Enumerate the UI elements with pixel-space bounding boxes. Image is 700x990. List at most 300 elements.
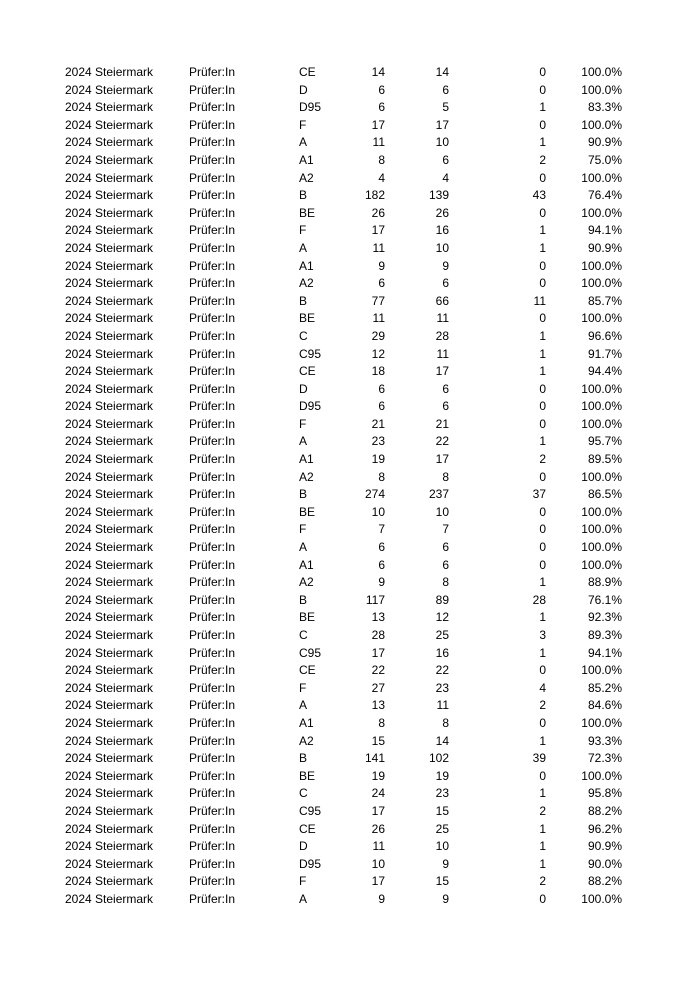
pass-rate-cell: 95.7%: [587, 434, 622, 449]
failed-count-cell: 1: [539, 733, 546, 748]
license-class-cell: A2: [299, 170, 314, 185]
passed-count-cell: 10: [435, 240, 449, 255]
pass-rate-cell: 90.9%: [587, 839, 622, 854]
total-count-cell: 4: [378, 170, 385, 185]
role-cell: Prüfer:In: [189, 522, 236, 537]
year-region-cell: 2024 Steiermark: [65, 768, 154, 783]
year-region-cell: 2024 Steiermark: [65, 188, 154, 203]
role-cell: Prüfer:In: [189, 258, 236, 273]
license-class-cell: A: [299, 540, 308, 555]
failed-count-cell: 1: [539, 240, 546, 255]
table-row: [64, 222, 624, 240]
role-cell: Prüfer:In: [189, 874, 236, 889]
failed-count-cell: 0: [539, 540, 546, 555]
passed-count-cell: 6: [442, 152, 449, 167]
license-class-cell: C: [299, 786, 308, 801]
total-count-cell: 77: [371, 293, 385, 308]
passed-count-cell: 9: [442, 856, 449, 871]
license-class-cell: A2: [299, 575, 314, 590]
failed-count-cell: 1: [539, 434, 546, 449]
table-row: [64, 346, 624, 364]
table-row: [64, 873, 624, 891]
failed-count-cell: 1: [539, 645, 546, 660]
role-cell: Prüfer:In: [189, 311, 236, 326]
pass-rate-cell: 100.0%: [581, 258, 622, 273]
license-class-cell: B: [299, 751, 308, 766]
license-class-cell: B: [299, 592, 308, 607]
pass-rate-cell: 100.0%: [581, 65, 622, 79]
year-region-cell: 2024 Steiermark: [65, 381, 154, 396]
pass-rate-cell: 94.4%: [587, 364, 622, 379]
pass-rate-cell: 89.3%: [587, 628, 622, 642]
passed-count-cell: 10: [435, 504, 449, 519]
pass-rate-cell: 85.2%: [587, 680, 622, 695]
license-class-cell: B: [299, 188, 308, 203]
role-cell: Prüfer:In: [189, 100, 236, 115]
passed-count-cell: 7: [442, 522, 449, 537]
role-cell: Prüfer:In: [189, 152, 236, 167]
pass-rate-cell: 90.9%: [587, 135, 622, 150]
year-region-cell: 2024 Steiermark: [65, 276, 154, 291]
total-count-cell: 9: [378, 575, 385, 590]
license-class-cell: A2: [299, 733, 314, 748]
table-row: [64, 82, 624, 100]
total-count-cell: 182: [364, 188, 385, 203]
role-cell: Prüfer:In: [189, 170, 236, 185]
pass-rate-cell: 100.0%: [581, 205, 622, 220]
passed-count-cell: 16: [435, 223, 449, 238]
license-class-cell: F: [299, 522, 307, 537]
passed-count-cell: 11: [436, 698, 449, 713]
table-row: [64, 469, 624, 487]
table-row: [64, 574, 624, 592]
total-count-cell: 9: [378, 891, 385, 906]
failed-count-cell: 0: [539, 117, 546, 132]
year-region-cell: 2024 Steiermark: [65, 698, 154, 713]
passed-count-cell: 12: [435, 610, 449, 625]
year-region-cell: 2024 Steiermark: [65, 715, 154, 730]
passed-count-cell: 14: [435, 733, 449, 748]
table-row: [64, 750, 624, 768]
table-row: [64, 328, 624, 346]
total-count-cell: 17: [371, 645, 385, 660]
year-region-cell: 2024 Steiermark: [65, 733, 154, 748]
total-count-cell: 274: [364, 487, 385, 502]
table-row: [64, 187, 624, 205]
license-class-cell: CE: [299, 663, 316, 678]
pass-rate-cell: 86.5%: [587, 487, 622, 502]
license-class-cell: D95: [299, 856, 322, 871]
role-cell: Prüfer:In: [189, 205, 236, 220]
failed-count-cell: 1: [539, 821, 546, 836]
license-class-cell: CE: [299, 65, 316, 79]
role-cell: Prüfer:In: [189, 592, 236, 607]
failed-count-cell: 0: [539, 891, 546, 906]
failed-count-cell: 28: [532, 592, 546, 607]
total-count-cell: 28: [371, 628, 385, 642]
role-cell: Prüfer:In: [189, 645, 236, 660]
table-row: [64, 891, 624, 909]
pass-rate-cell: 100.0%: [581, 170, 622, 185]
table-row: [64, 680, 624, 698]
year-region-cell: 2024 Steiermark: [65, 311, 154, 326]
passed-count-cell: 25: [435, 821, 449, 836]
passed-count-cell: 9: [442, 258, 449, 273]
license-class-cell: C: [299, 628, 308, 642]
total-count-cell: 23: [371, 434, 385, 449]
year-region-cell: 2024 Steiermark: [65, 751, 154, 766]
role-cell: Prüfer:In: [189, 328, 236, 343]
failed-count-cell: 0: [539, 768, 546, 783]
failed-count-cell: 0: [539, 381, 546, 396]
pass-rate-cell: 100.0%: [581, 891, 622, 906]
passed-count-cell: 6: [442, 557, 449, 572]
passed-count-cell: 22: [435, 663, 449, 678]
year-region-cell: 2024 Steiermark: [65, 205, 154, 220]
pass-rate-cell: 96.2%: [587, 821, 622, 836]
passed-count-cell: 9: [442, 891, 449, 906]
data-table: [64, 64, 624, 909]
license-class-cell: F: [299, 117, 307, 132]
table-row: [64, 557, 624, 575]
role-cell: Prüfer:In: [189, 803, 236, 818]
license-class-cell: F: [299, 223, 307, 238]
role-cell: Prüfer:In: [189, 434, 236, 449]
role-cell: Prüfer:In: [189, 768, 236, 783]
failed-count-cell: 0: [539, 82, 546, 97]
failed-count-cell: 0: [539, 557, 546, 572]
license-class-cell: BE: [299, 504, 316, 519]
license-class-cell: A: [299, 434, 308, 449]
role-cell: Prüfer:In: [189, 293, 236, 308]
role-cell: Prüfer:In: [189, 610, 236, 625]
passed-count-cell: 11: [436, 346, 449, 361]
year-region-cell: 2024 Steiermark: [65, 874, 154, 889]
year-region-cell: 2024 Steiermark: [65, 610, 154, 625]
passed-count-cell: 10: [435, 135, 449, 150]
passed-count-cell: 89: [435, 592, 449, 607]
passed-count-cell: 17: [435, 117, 449, 132]
role-cell: Prüfer:In: [189, 452, 236, 467]
license-class-cell: CE: [299, 364, 316, 379]
passed-count-cell: 10: [435, 839, 449, 854]
total-count-cell: 11: [372, 311, 385, 326]
total-count-cell: 19: [371, 768, 385, 783]
license-class-cell: CE: [299, 821, 316, 836]
pass-rate-cell: 100.0%: [581, 416, 622, 431]
license-class-cell: A2: [299, 276, 314, 291]
pass-rate-cell: 92.3%: [587, 610, 622, 625]
pass-rate-cell: 100.0%: [581, 399, 622, 414]
passed-count-cell: 25: [435, 628, 449, 642]
pass-rate-cell: 100.0%: [581, 117, 622, 132]
role-cell: Prüfer:In: [189, 346, 236, 361]
passed-count-cell: 17: [435, 364, 449, 379]
failed-count-cell: 37: [532, 487, 546, 502]
role-cell: Prüfer:In: [189, 698, 236, 713]
year-region-cell: 2024 Steiermark: [65, 592, 154, 607]
passed-count-cell: 4: [442, 170, 449, 185]
total-count-cell: 17: [371, 117, 385, 132]
year-region-cell: 2024 Steiermark: [65, 293, 154, 308]
year-region-cell: 2024 Steiermark: [65, 328, 154, 343]
table-row: [64, 152, 624, 170]
year-region-cell: 2024 Steiermark: [65, 452, 154, 467]
passed-count-cell: 237: [428, 487, 449, 502]
year-region-cell: 2024 Steiermark: [65, 469, 154, 484]
table-row: [64, 381, 624, 399]
failed-count-cell: 0: [539, 205, 546, 220]
license-class-cell: BE: [299, 610, 316, 625]
failed-count-cell: 0: [539, 416, 546, 431]
table-row: [64, 592, 624, 610]
failed-count-cell: 11: [533, 293, 546, 308]
failed-count-cell: 0: [539, 399, 546, 414]
year-region-cell: 2024 Steiermark: [65, 575, 154, 590]
table-row: [64, 451, 624, 469]
pass-rate-cell: 100.0%: [581, 504, 622, 519]
table-row: [64, 803, 624, 821]
passed-count-cell: 15: [435, 803, 449, 818]
pass-rate-cell: 88.2%: [587, 803, 622, 818]
table-row: [64, 539, 624, 557]
year-region-cell: 2024 Steiermark: [65, 258, 154, 273]
pass-rate-cell: 100.0%: [581, 540, 622, 555]
year-region-cell: 2024 Steiermark: [65, 663, 154, 678]
role-cell: Prüfer:In: [189, 786, 236, 801]
passed-count-cell: 23: [435, 786, 449, 801]
table-row: [64, 363, 624, 381]
pass-rate-cell: 94.1%: [587, 645, 622, 660]
license-class-cell: B: [299, 487, 308, 502]
failed-count-cell: 1: [539, 786, 546, 801]
role-cell: Prüfer:In: [189, 839, 236, 854]
table-row: [64, 240, 624, 258]
passed-count-cell: 15: [435, 874, 449, 889]
table-row: [64, 416, 624, 434]
total-count-cell: 8: [378, 715, 385, 730]
year-region-cell: 2024 Steiermark: [65, 645, 154, 660]
role-cell: Prüfer:In: [189, 557, 236, 572]
role-cell: Prüfer:In: [189, 416, 236, 431]
role-cell: Prüfer:In: [189, 117, 236, 132]
total-count-cell: 21: [371, 416, 385, 431]
role-cell: Prüfer:In: [189, 628, 236, 642]
year-region-cell: 2024 Steiermark: [65, 82, 154, 97]
role-cell: Prüfer:In: [189, 364, 236, 379]
total-count-cell: 12: [371, 346, 385, 361]
total-count-cell: 24: [371, 786, 385, 801]
total-count-cell: 10: [371, 856, 385, 871]
license-class-cell: D95: [299, 399, 322, 414]
pass-rate-cell: 88.9%: [587, 575, 622, 590]
total-count-cell: 7: [378, 522, 385, 537]
table-row: [64, 170, 624, 188]
failed-count-cell: 1: [539, 328, 546, 343]
total-count-cell: 14: [371, 65, 385, 79]
failed-count-cell: 0: [539, 504, 546, 519]
role-cell: Prüfer:In: [189, 399, 236, 414]
failed-count-cell: 1: [539, 223, 546, 238]
license-class-cell: C95: [299, 645, 322, 660]
pass-rate-cell: 90.0%: [587, 856, 622, 871]
total-count-cell: 6: [378, 540, 385, 555]
year-region-cell: 2024 Steiermark: [65, 152, 154, 167]
passed-count-cell: 28: [435, 328, 449, 343]
total-count-cell: 141: [364, 751, 385, 766]
total-count-cell: 8: [378, 152, 385, 167]
pass-rate-cell: 100.0%: [581, 276, 622, 291]
pass-rate-cell: 100.0%: [581, 663, 622, 678]
failed-count-cell: 2: [539, 452, 546, 467]
role-cell: Prüfer:In: [189, 540, 236, 555]
pass-rate-cell: 88.2%: [587, 874, 622, 889]
total-count-cell: 19: [371, 452, 385, 467]
license-class-cell: D95: [299, 100, 322, 115]
table-row: [64, 785, 624, 803]
total-count-cell: 15: [371, 733, 385, 748]
total-count-cell: 8: [378, 469, 385, 484]
table-row: [64, 521, 624, 539]
year-region-cell: 2024 Steiermark: [65, 856, 154, 871]
total-count-cell: 117: [365, 592, 385, 607]
total-count-cell: 6: [378, 557, 385, 572]
passed-count-cell: 66: [435, 293, 449, 308]
total-count-cell: 6: [378, 381, 385, 396]
passed-count-cell: 8: [442, 575, 449, 590]
role-cell: Prüfer:In: [189, 663, 236, 678]
pass-rate-cell: 100.0%: [581, 381, 622, 396]
failed-count-cell: 1: [539, 346, 546, 361]
table-row: [64, 134, 624, 152]
role-cell: Prüfer:In: [189, 381, 236, 396]
license-class-cell: BE: [299, 311, 316, 326]
role-cell: Prüfer:In: [189, 188, 236, 203]
passed-count-cell: 6: [442, 540, 449, 555]
pass-rate-cell: 84.6%: [587, 698, 622, 713]
table-row: [64, 715, 624, 733]
pass-rate-cell: 100.0%: [581, 768, 622, 783]
year-region-cell: 2024 Steiermark: [65, 399, 154, 414]
failed-count-cell: 0: [539, 65, 546, 79]
year-region-cell: 2024 Steiermark: [65, 434, 154, 449]
license-class-cell: D: [299, 839, 308, 854]
table-row: [64, 205, 624, 223]
table-row: [64, 310, 624, 328]
license-class-cell: A2: [299, 469, 314, 484]
failed-count-cell: 2: [539, 698, 546, 713]
year-region-cell: 2024 Steiermark: [65, 364, 154, 379]
role-cell: Prüfer:In: [189, 891, 236, 906]
pass-rate-cell: 85.7%: [587, 293, 622, 308]
pass-rate-cell: 100.0%: [581, 557, 622, 572]
total-count-cell: 18: [371, 364, 385, 379]
license-class-cell: C95: [299, 346, 322, 361]
table-row: [64, 504, 624, 522]
license-class-cell: A: [299, 135, 308, 150]
pass-rate-cell: 76.1%: [587, 592, 622, 607]
failed-count-cell: 39: [532, 751, 546, 766]
license-class-cell: B: [299, 293, 308, 308]
pass-rate-cell: 95.8%: [587, 786, 622, 801]
license-class-cell: F: [299, 874, 307, 889]
failed-count-cell: 0: [539, 258, 546, 273]
role-cell: Prüfer:In: [189, 733, 236, 748]
passed-count-cell: 17: [435, 452, 449, 467]
license-class-cell: A1: [299, 452, 314, 467]
license-class-cell: D: [299, 381, 308, 396]
total-count-cell: 17: [371, 874, 385, 889]
total-count-cell: 6: [378, 399, 385, 414]
table-row: [64, 486, 624, 504]
license-class-cell: A1: [299, 152, 314, 167]
failed-count-cell: 2: [539, 803, 546, 818]
failed-count-cell: 0: [539, 170, 546, 185]
table-row: [64, 64, 624, 82]
role-cell: Prüfer:In: [189, 65, 236, 79]
license-class-cell: F: [299, 680, 307, 695]
passed-count-cell: 6: [442, 399, 449, 414]
table-row: [64, 398, 624, 416]
license-class-cell: C95: [299, 803, 322, 818]
year-region-cell: 2024 Steiermark: [65, 100, 154, 115]
total-count-cell: 9: [378, 258, 385, 273]
passed-count-cell: 26: [435, 205, 449, 220]
failed-count-cell: 1: [539, 575, 546, 590]
pass-rate-cell: 89.5%: [587, 452, 622, 467]
year-region-cell: 2024 Steiermark: [65, 522, 154, 537]
pass-rate-cell: 76.4%: [587, 188, 622, 203]
total-count-cell: 27: [371, 680, 385, 695]
table-row: [64, 99, 624, 117]
table-row: [64, 821, 624, 839]
failed-count-cell: 3: [539, 628, 546, 642]
license-class-cell: A: [299, 891, 308, 906]
table-row: [64, 856, 624, 874]
table-row: [64, 627, 624, 645]
failed-count-cell: 1: [539, 856, 546, 871]
pass-rate-cell: 96.6%: [587, 328, 622, 343]
table-row: [64, 609, 624, 627]
passed-count-cell: 8: [442, 715, 449, 730]
failed-count-cell: 0: [539, 276, 546, 291]
year-region-cell: 2024 Steiermark: [65, 557, 154, 572]
year-region-cell: 2024 Steiermark: [65, 803, 154, 818]
total-count-cell: 22: [371, 663, 385, 678]
role-cell: Prüfer:In: [189, 82, 236, 97]
license-class-cell: A1: [299, 557, 314, 572]
passed-count-cell: 23: [435, 680, 449, 695]
passed-count-cell: 21: [435, 416, 449, 431]
role-cell: Prüfer:In: [189, 223, 236, 238]
license-class-cell: A: [299, 698, 308, 713]
role-cell: Prüfer:In: [189, 715, 236, 730]
total-count-cell: 17: [371, 223, 385, 238]
table-row: [64, 697, 624, 715]
year-region-cell: 2024 Steiermark: [65, 346, 154, 361]
table-row: [64, 733, 624, 751]
table-row: [64, 662, 624, 680]
pass-rate-cell: 91.7%: [587, 346, 622, 361]
table-row: [64, 258, 624, 276]
role-cell: Prüfer:In: [189, 240, 236, 255]
role-cell: Prüfer:In: [189, 575, 236, 590]
pass-rate-cell: 100.0%: [581, 82, 622, 97]
license-class-cell: BE: [299, 768, 316, 783]
role-cell: Prüfer:In: [189, 276, 236, 291]
pass-rate-cell: 100.0%: [581, 715, 622, 730]
failed-count-cell: 0: [539, 311, 546, 326]
